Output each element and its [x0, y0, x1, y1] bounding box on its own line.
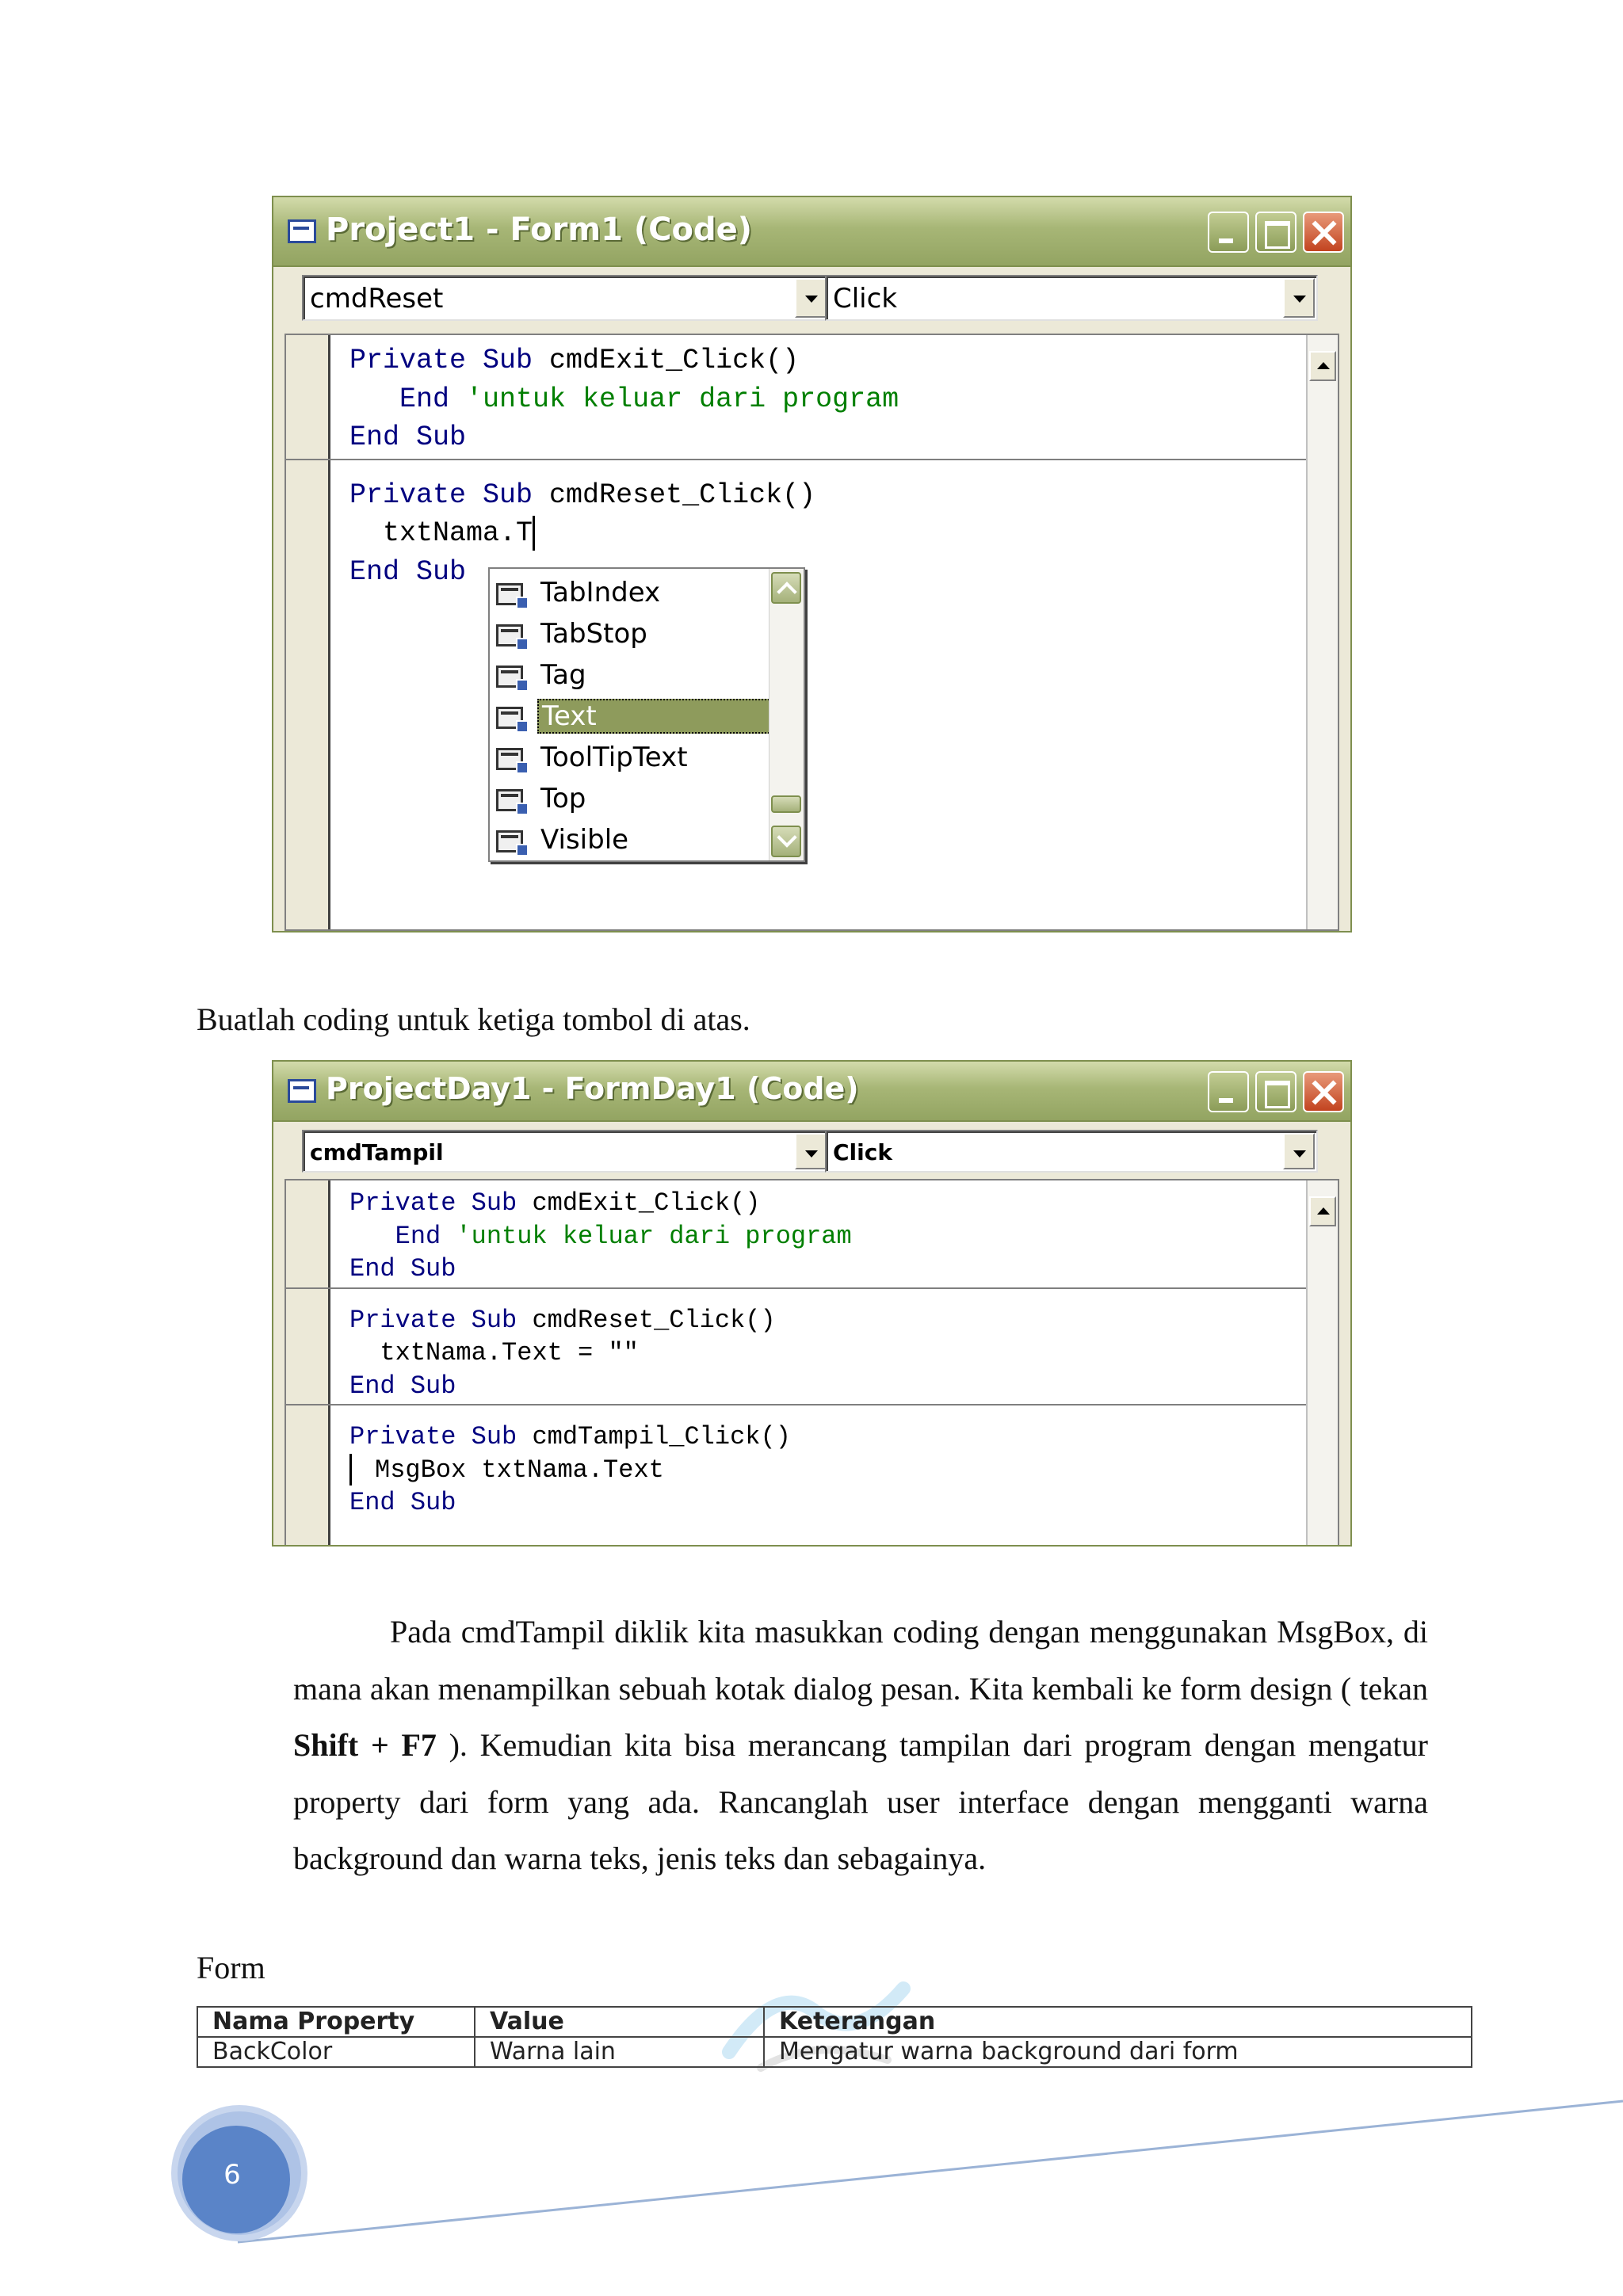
- procedure-separator: [286, 459, 1306, 460]
- chevron-down-icon[interactable]: [1283, 1133, 1315, 1169]
- table-row: [197, 2037, 1472, 2067]
- list-item[interactable]: Visible: [490, 819, 769, 860]
- keyword: End Sub: [349, 555, 467, 588]
- table-header-row: [197, 2007, 1472, 2037]
- window-title: ProjectDay1 - FormDay1 (Code): [326, 1071, 859, 1106]
- table-cell: Mengatur warna background dari form: [764, 2037, 1472, 2067]
- event-combo[interactable]: [825, 275, 1318, 321]
- keyword: End Sub: [349, 1488, 456, 1517]
- table-cell: BackColor: [197, 2037, 475, 2067]
- code-line: [349, 1187, 1306, 1220]
- code: cmdTampil_Click(): [517, 1422, 791, 1451]
- procedure-separator: [286, 1404, 1306, 1405]
- title-bar[interactable]: [273, 1062, 1350, 1122]
- object-combo[interactable]: [302, 275, 830, 321]
- list-item[interactable]: TabIndex: [490, 572, 769, 613]
- comment: 'untuk keluar dari program: [449, 383, 899, 415]
- vertical-scrollbar[interactable]: [1306, 335, 1338, 929]
- keyword: Private Sub: [349, 1305, 517, 1335]
- close-button[interactable]: [1303, 212, 1344, 253]
- body-paragraph: [293, 1604, 1428, 1887]
- code-line: [349, 476, 1306, 515]
- text-cursor: [533, 516, 535, 551]
- code-line: [349, 1253, 1306, 1286]
- margin-indicator-bar: [286, 1180, 330, 1545]
- caption-text: Buatlah coding untuk ketiga tombol di atas.: [197, 1001, 750, 1037]
- paragraph-text: Pada cmdTampil diklik kita masukkan coding dengan menggunakan MsgBox, di mana akan menampilkan sebuah kotak dialog pesan. Kita kembali ke form design ( tekan Shift + F7 ). Kemudian kita bisa merancang tampilan dari program dengan mengatur property dari form yang ada. Rancanglah user interface dengan mengganti warna background dan warna teks, jenis teks dan sebagainya.: [293, 1614, 1428, 1876]
- code-line: [349, 1421, 1306, 1454]
- event-combo[interactable]: [825, 1130, 1318, 1173]
- list-scrollbar[interactable]: [769, 569, 804, 860]
- maximize-button[interactable]: [1255, 212, 1296, 253]
- intellisense-list[interactable]: [488, 567, 805, 862]
- property-icon: [496, 666, 523, 688]
- keyword: End: [399, 383, 450, 415]
- table-cell: Warna lain: [475, 2037, 764, 2067]
- code-line: [349, 1337, 1306, 1370]
- list-item-selected[interactable]: Text: [490, 696, 769, 737]
- keyword: Private Sub: [349, 1422, 517, 1451]
- form-icon: [288, 219, 316, 243]
- maximize-button[interactable]: [1255, 1071, 1296, 1112]
- property-icon: [496, 830, 523, 852]
- code-line: [349, 418, 1306, 457]
- code: cmdReset_Click(): [533, 479, 816, 511]
- indent: [349, 383, 399, 415]
- code: MsgBox txtNama.Text: [375, 1455, 664, 1485]
- code-text[interactable]: [349, 1187, 1306, 1520]
- column-header: Keterangan: [764, 2007, 1472, 2037]
- vertical-scrollbar[interactable]: [1306, 1180, 1338, 1545]
- title-bar[interactable]: [273, 197, 1350, 267]
- scroll-down-icon[interactable]: [771, 826, 801, 857]
- margin-indicator-bar: [286, 335, 330, 929]
- scroll-up-icon[interactable]: [1309, 351, 1336, 381]
- column-header: Value: [475, 2007, 764, 2037]
- list-item[interactable]: Top: [490, 778, 769, 819]
- code-line: [349, 380, 1306, 419]
- window-title: Project1 - Form1 (Code): [326, 212, 752, 248]
- scroll-up-icon[interactable]: [771, 572, 801, 604]
- code: txtNama.Text = "": [380, 1338, 639, 1367]
- list-item[interactable]: TabStop: [490, 613, 769, 654]
- code-window-2: [272, 1060, 1352, 1547]
- code-line: [349, 1454, 1306, 1487]
- minimize-button[interactable]: [1208, 1071, 1249, 1112]
- list-item[interactable]: Tag: [490, 654, 769, 696]
- keyword: Private Sub: [349, 479, 533, 511]
- page-number: 6: [223, 2159, 241, 2191]
- close-button[interactable]: [1303, 1071, 1344, 1112]
- property-icon: [496, 707, 523, 729]
- code-line: [349, 1486, 1306, 1520]
- procedure-separator: [286, 1287, 1306, 1289]
- minimize-button[interactable]: [1208, 212, 1249, 253]
- code: cmdReset_Click(): [517, 1305, 776, 1335]
- section-label: Form: [197, 1950, 265, 1985]
- code-line: [349, 514, 1306, 553]
- comment: 'untuk keluar dari program: [441, 1221, 852, 1251]
- indent: [349, 517, 383, 549]
- code-line: [349, 1370, 1306, 1403]
- object-combo-value: cmdTampil: [310, 1139, 444, 1165]
- code-text[interactable]: [349, 341, 1306, 591]
- keyword: End Sub: [349, 1254, 456, 1283]
- keyword: End: [395, 1221, 441, 1251]
- object-combo-value: cmdReset: [310, 283, 444, 315]
- code-line: [349, 1304, 1306, 1337]
- code-editor[interactable]: [285, 1179, 1339, 1545]
- member-list[interactable]: [490, 569, 769, 860]
- code: cmdExit_Click(): [533, 345, 800, 376]
- object-combo[interactable]: [302, 1130, 830, 1173]
- code: cmdExit_Click(): [517, 1188, 761, 1218]
- code-editor[interactable]: [285, 334, 1339, 931]
- keyword: Private Sub: [349, 345, 533, 376]
- keyboard-shortcut: Shift + F7: [293, 1727, 437, 1763]
- scroll-up-icon[interactable]: [1309, 1196, 1336, 1226]
- event-combo-value: Click: [833, 1139, 892, 1165]
- column-header: Nama Property: [197, 2007, 475, 2037]
- keyword: Private Sub: [349, 1188, 517, 1218]
- text-cursor: [349, 1454, 352, 1486]
- code-window-1: [272, 196, 1352, 933]
- keyword: End Sub: [349, 421, 467, 453]
- indent: [349, 1338, 380, 1367]
- property-icon: [496, 624, 523, 646]
- scroll-thumb[interactable]: [771, 795, 801, 813]
- property-icon: [496, 789, 523, 811]
- keyword: End Sub: [349, 1371, 456, 1401]
- list-item[interactable]: ToolTipText: [490, 737, 769, 778]
- property-icon: [496, 748, 523, 770]
- chevron-down-icon[interactable]: [1283, 278, 1315, 318]
- chevron-down-icon[interactable]: [795, 1133, 827, 1169]
- property-icon: [496, 583, 523, 605]
- code-line: [349, 341, 1306, 380]
- event-combo-value: Click: [833, 283, 898, 315]
- code-line: [349, 1220, 1306, 1253]
- indent: [349, 1222, 395, 1251]
- form-icon: [288, 1079, 316, 1103]
- property-table: [197, 2006, 1472, 2068]
- code: txtNama.T: [383, 517, 533, 549]
- chevron-down-icon[interactable]: [795, 278, 827, 318]
